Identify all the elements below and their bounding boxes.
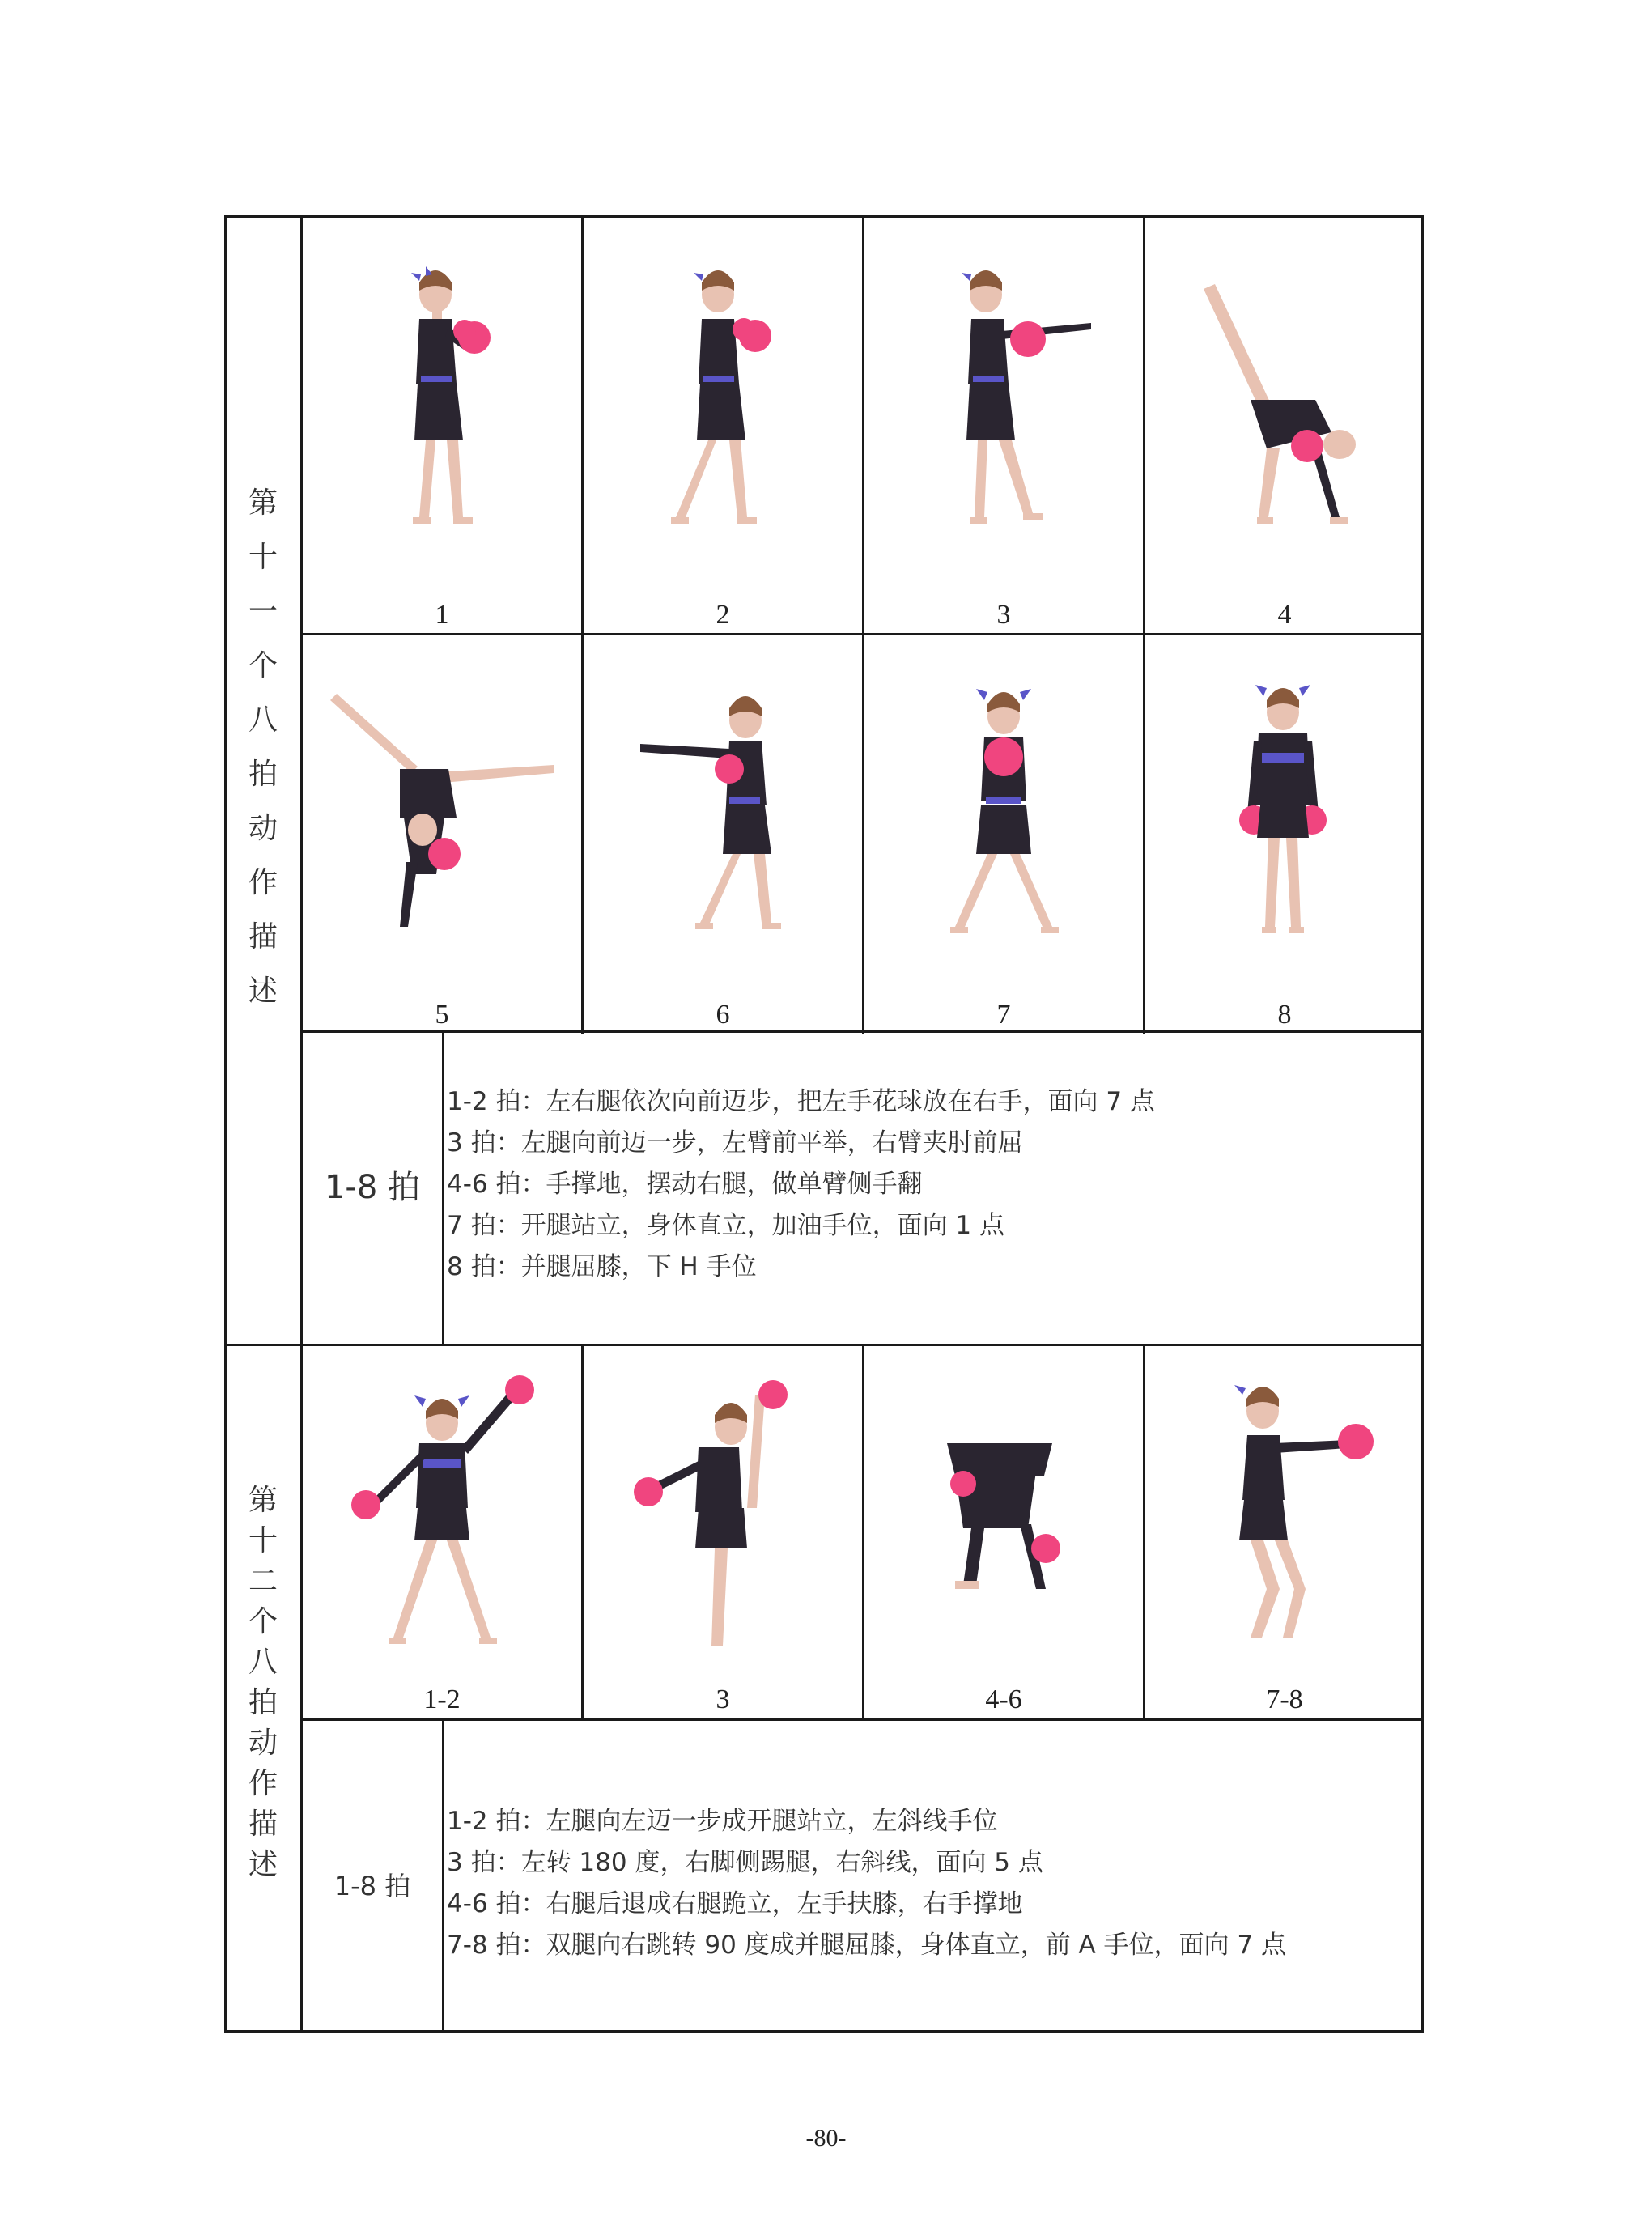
beat-count-label: 1-8 拍: [324, 1169, 421, 1206]
beat-count-label: 1-8 拍: [333, 1871, 411, 1901]
description-line: 7 拍：开腿站立，身体直立，加油手位，面向 1 点: [447, 1211, 1005, 1240]
table-line: [442, 1032, 444, 1346]
section-title-char: 一: [248, 595, 278, 628]
cheerleader-pose-photo: [303, 218, 581, 633]
description-line: 3 拍：左腿向前迈一步，左臂前平举，右臂夹肘前屈: [447, 1128, 1023, 1158]
pose-cell-6: [584, 635, 862, 1030]
pose-cell-1: [303, 218, 581, 633]
pose-cell-3: [584, 1346, 862, 1718]
pose-cell-4: [1145, 218, 1424, 633]
description-line: 1-2 拍：左腿向左迈一步成开腿站立，左斜线手位: [447, 1807, 998, 1836]
pose-cell-7-8: [1145, 1346, 1424, 1718]
move-description: [447, 1801, 1286, 1966]
pose-cell-8: [1145, 635, 1424, 1030]
pose-number: 3: [716, 1684, 730, 1714]
description-line: 1-2 拍：左右腿依次向前迈步，把左手花球放在右手，面向 7 点: [447, 1087, 1155, 1116]
cheerleader-pose-photo: [303, 1346, 581, 1718]
section1-title: [235, 486, 291, 1031]
cheerleader-pose-photo: [584, 1346, 862, 1718]
section-title-char: 八: [248, 1646, 278, 1679]
pose-number: 7: [996, 1000, 1011, 1030]
section-title-char: 第: [248, 1484, 278, 1517]
description-line: 4-6 拍：右腿后退成右腿跪立，左手扶膝，右手撑地: [447, 1889, 1023, 1918]
section-title-char: 十: [248, 541, 278, 574]
pose-cell-4-6: [864, 1346, 1143, 1718]
section-title-char: 动: [248, 1727, 278, 1760]
section-title-char: 个: [248, 1605, 278, 1638]
pose-number: 1: [435, 600, 449, 630]
table-line: [300, 1030, 1424, 1033]
section2-title: [235, 1486, 291, 1891]
cheerleader-pose-photo: [1145, 1346, 1424, 1718]
description-line: 8 拍：并腿屈膝，下 H 手位: [447, 1252, 757, 1281]
section-title-char: 动: [248, 812, 278, 845]
pose-number: 8: [1277, 1000, 1292, 1030]
section-title-char: 述: [248, 975, 278, 1008]
cheerleader-pose-photo: [864, 635, 1143, 1030]
table-line: [442, 1720, 444, 2033]
pose-cell-7: [864, 635, 1143, 1030]
pose-cell-2: [584, 218, 862, 633]
description-line: 4-6 拍：手撑地，摆动右腿，做单臂侧手翻: [447, 1170, 923, 1199]
pose-number: 5: [435, 1000, 449, 1030]
cheerleader-pose-photo: [1145, 635, 1424, 1030]
cheerleader-pose-photo: [864, 1346, 1143, 1718]
pose-number: 4: [1277, 600, 1292, 630]
pose-cell-5: [303, 635, 581, 1030]
cheerleader-pose-photo: [1145, 218, 1424, 633]
section-title-char: 八: [248, 703, 278, 737]
pose-number: 4-6: [985, 1684, 1022, 1714]
section-title-char: 描: [248, 1808, 278, 1841]
cheerleader-pose-photo: [864, 218, 1143, 633]
move-description: [447, 1081, 1155, 1288]
pose-cell-1-2: [303, 1346, 581, 1718]
pose-number: 3: [996, 600, 1011, 630]
cheerleader-pose-photo: [584, 218, 862, 633]
section-title-char: 拍: [248, 1686, 278, 1719]
page-number: -80-: [805, 2125, 847, 2152]
section-title-char: 个: [248, 649, 278, 682]
cheerleader-pose-photo: [303, 635, 581, 1030]
section-title-char: 拍: [248, 758, 278, 791]
section-title-char: 十: [248, 1524, 278, 1557]
section-title-char: 述: [248, 1848, 278, 1881]
description-line: 3 拍：左转 180 度，右脚侧踢腿，右斜线，面向 5 点: [447, 1848, 1043, 1877]
section-title-char: 描: [248, 920, 278, 954]
table-line: [300, 1718, 1424, 1721]
pose-cell-3: [864, 218, 1143, 633]
section-title-char: 作: [248, 866, 278, 899]
pose-number: 6: [716, 1000, 730, 1030]
section-title-char: 作: [248, 1767, 278, 1800]
pose-number: 1-2: [423, 1684, 461, 1714]
section-title-char: 第: [248, 486, 278, 520]
cheerleader-pose-photo: [584, 635, 862, 1030]
description-line: 7-8 拍：双腿向右跳转 90 度成并腿屈膝，身体直立，前 A 手位，面向 7 点: [447, 1931, 1286, 1960]
pose-number: 7-8: [1266, 1684, 1303, 1714]
section-title-char: 二: [248, 1565, 278, 1598]
pose-number: 2: [716, 600, 730, 630]
